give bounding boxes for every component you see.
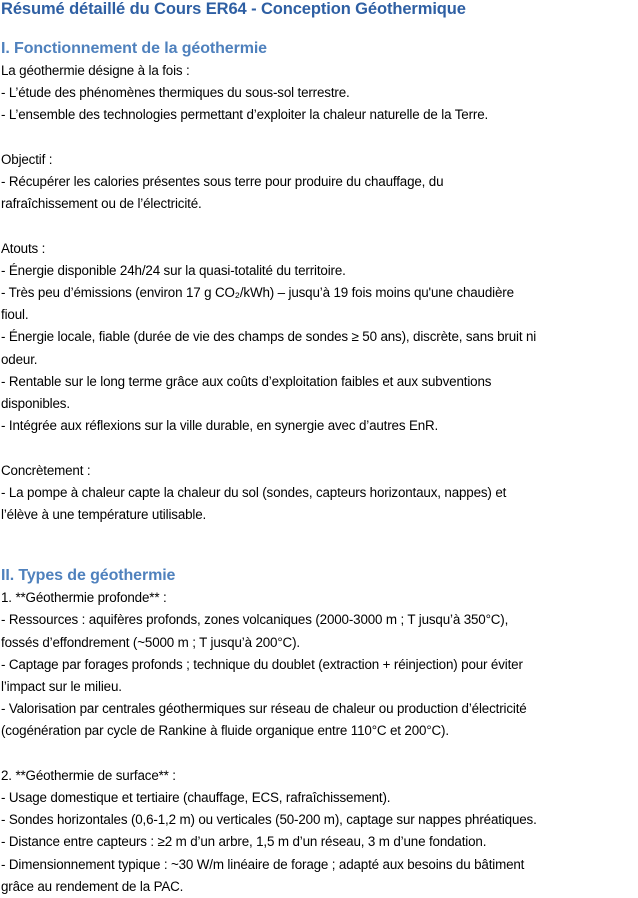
paragraph-line: l’impact sur le milieu. (1, 679, 122, 695)
paragraph-line: - Dimensionnement typique : ~30 W/m linéaire de forage ; adapté aux besoins du bâtiment (1, 856, 525, 872)
paragraph-line: - Rentable sur le long terme grâce aux coûts d’exploitation faibles et aux subventions (1, 373, 492, 389)
paragraph-line: disponibles. (1, 396, 70, 412)
paragraph-line: grâce au rendement de la PAC. (1, 878, 184, 894)
document-title: Résumé détaillé du Cours ER64 - Conception Géothermique (1, 0, 466, 18)
paragraph-line: l’élève à une température utilisable. (1, 507, 207, 523)
paragraph-line: (cogénération par cycle de Rankine à fluide organique entre 110°C et 200°C). (1, 723, 449, 739)
paragraph-line: - Valorisation par centrales géothermiques sur réseau de chaleur ou production d’électricité (1, 701, 527, 717)
paragraph-line: - Très peu d’émissions (environ 17 g CO₂/kWh) – jusqu’à 19 fois moins qu'une chaudière (1, 285, 514, 300)
spacer (1, 21, 638, 38)
blank-line (1, 437, 638, 459)
paragraph-line: - L’étude des phénomènes thermiques du sous-sol terrestre. (1, 85, 350, 101)
paragraph-line: - Captage par forages profonds ; technique du doublet (extraction + réinjection) pour éviter (1, 656, 523, 672)
paragraph-line: 2. **Géothermie de surface** : (1, 767, 176, 783)
section-body (1, 587, 638, 898)
paragraph-line: - L’ensemble des technologies permettant d’exploiter la chaleur naturelle de la Terre. (1, 107, 489, 123)
paragraph-line: odeur. (1, 351, 38, 367)
paragraph-line: - Énergie disponible 24h/24 sur la quasi-totalité du territoire. (1, 262, 346, 278)
paragraph-line: Objectif : (1, 151, 53, 167)
section-body (1, 60, 638, 526)
paragraph-line: Concrètement : (1, 462, 91, 478)
paragraph-line: - Intégrée aux réflexions sur la ville durable, en synergie avec d’autres EnR. (1, 418, 439, 434)
blank-line (1, 743, 638, 765)
paragraph-line: - La pompe à chaleur capte la chaleur du sol (sondes, capteurs horizontaux, nappes) et (1, 484, 507, 500)
paragraph-line: fioul. (1, 307, 29, 323)
section-heading: II. Types de géothermie (1, 567, 176, 585)
paragraph-line: - Usage domestique et tertiaire (chauffage, ECS, rafraîchissement). (1, 790, 391, 806)
paragraph-line: 1. **Géothermie profonde** : (1, 590, 167, 606)
paragraph-line: - Récupérer les calories présentes sous terre pour produire du chauffage, du (1, 174, 444, 189)
paragraph-line: Atouts : (1, 240, 46, 256)
blank-line (1, 215, 638, 237)
spacer (1, 526, 638, 565)
paragraph-line: fossés d’effondrement (~5000 m ; T jusqu’à 200°C). (1, 634, 300, 650)
paragraph-line: La géothermie désigne à la fois : (1, 63, 190, 78)
section-heading: I. Fonctionnement de la géothermie (1, 40, 267, 57)
paragraph-line: - Sondes horizontales (0,6-1,2 m) ou verticales (50-200 m), captage sur nappes phréatiques. (1, 812, 537, 828)
blank-line (1, 127, 638, 149)
paragraph-line: - Distance entre capteurs : ≥2 m d’un arbre, 1,5 m d’un réseau, 3 m d’une fondation. (1, 834, 487, 850)
paragraph-line: - Énergie locale, fiable (durée de vie des champs de sondes ≥ 50 ans), discrète, sans bruit ni (1, 329, 537, 345)
paragraph-line: rafraîchissement ou de l’électricité. (1, 196, 202, 212)
paragraph-line: - Ressources : aquifères profonds, zones volcaniques (2000-3000 m ; T jusqu’à 350°C), (1, 612, 509, 628)
